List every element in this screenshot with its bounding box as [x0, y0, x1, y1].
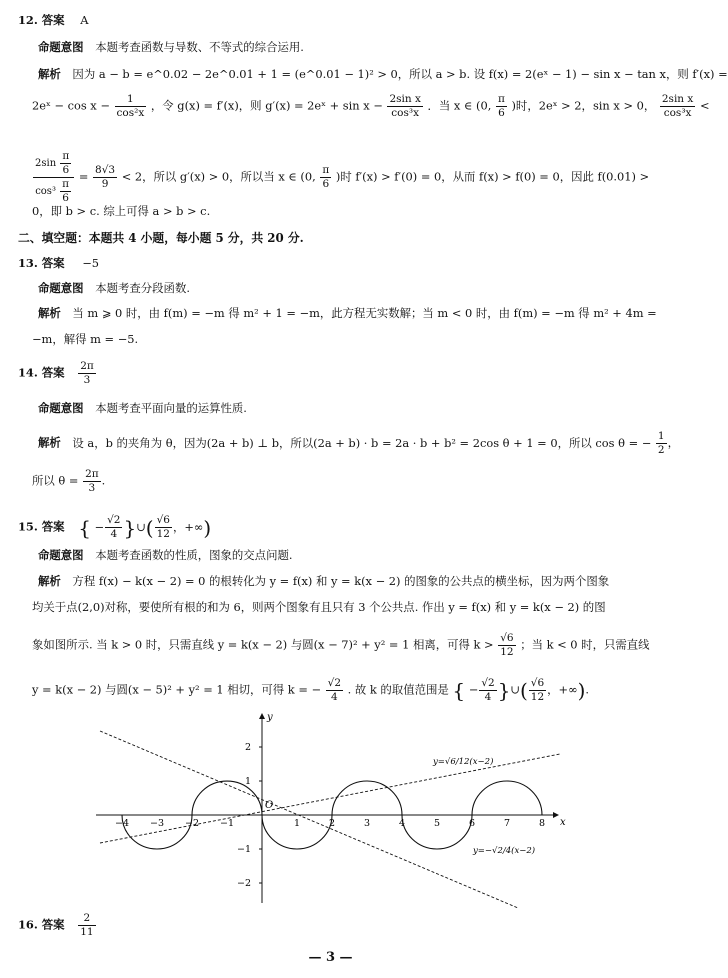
x-tick: 4: [398, 818, 406, 829]
fraction: $\frac{\text{2sin x}}{\text{cos³x}}$: [389, 93, 421, 119]
q13-answer: −5: [82, 256, 99, 270]
q15-answer: { − $\frac{√2}{4}$ }∪( $\frac{√6}{12}$ ，+∞): [78, 514, 212, 540]
section-title: 二、填空题：本题共 4 小题，每小题 5 分，共 20 分.: [18, 231, 304, 245]
q15-answer-line: 15. 答案 { − $\frac{√2}{4}$ }∪( $\frac{√6}{12}$ ，+∞): [18, 514, 212, 540]
line-pos-label: y=√6/12(x−2): [433, 757, 494, 767]
q15-intent: 命题意图 本题考查函数的性质，图象的交点问题.: [38, 548, 293, 562]
q12-answer-line: [18, 12, 661, 28]
q14-analysis-line1: 解析 设 a，b 的夹角为 θ，因为(2a + b) ⊥ b，所以(2a + b) · b = 2a · b + b² = 2cos θ + 1 = 0，所以 cos θ = − $\frac{1}{2}$ ，: [38, 430, 680, 456]
fraction: $\frac{√6}{12}$: [500, 632, 514, 658]
q12-intent: 命题意图 本题考查函数与导数、不等式的综合运用.: [38, 40, 304, 54]
x-tick: −3: [149, 818, 165, 829]
x-tick: −4: [114, 818, 130, 829]
fraction: $\frac{\text{2sin x}}{\text{cos³x}}$: [661, 93, 694, 119]
q14-answer: $\frac{2\pi}{3}$: [80, 360, 94, 386]
origin-label: O: [265, 800, 274, 811]
q13-answer-line: 13. 答案 −5: [18, 256, 99, 270]
fraction: 2sin $\frac{\pi}{6}$ cos³ $\frac{\pi}{6}$: [33, 150, 74, 205]
q12-number: 12. 答案: [18, 13, 65, 27]
line-positive-slope: [100, 754, 560, 843]
fraction: $\frac{1}{2}$: [657, 430, 665, 456]
q12-analysis-line3: 2sin $\frac{\pi}{6}$ cos³ $\frac{\pi}{6}$ = $\frac{8√3}{9}$ < 2，所以 g′(x) > 0，所以当 x ∈ (0, $\frac{\pi}{6}$ )时 f′(x) > f′(0) = 0，从而 f(x) > f(0) = 0，因此 f(0.01) >: [35, 150, 650, 204]
y-axis-label: y: [267, 712, 273, 723]
q15-analysis-line4: y = k(x − 2) 与圆(x − 5)² + y² = 1 相切，可得 k = − $\frac{√2}{4}$ . 故 k 的取值范围是 { − $\frac{√2}{4}$ }∪( $\frac{√6}{12}$ ，+∞).: [32, 677, 590, 703]
page-number: — 3 —: [308, 950, 353, 965]
x-tick: 7: [503, 818, 511, 829]
function-graph: [88, 708, 578, 908]
fraction: $\frac{\pi}{6}$: [497, 93, 505, 119]
q12-analysis-line2: 2eˣ − cos x − $\frac{1}{\text{cos²x}}$ ，令 g(x) = f′(x)，则 g′(x) = 2eˣ + sin x − $\frac{\text{2sin x}}{\text{cos³x}}$ ．当 x ∈ (0, $\frac{\pi}{6}$ )时，2eˣ > 2，sin x > 0， $\frac{\text{2sin x}}{\text{cos³x}}$ <: [32, 93, 710, 119]
q15-analysis-line3: 象如图所示. 当 k > 0 时，只需直线 y = k(x − 2) 与圆(x − 7)² + y² = 1 相离，可得 k > $\frac{√6}{12}$ ；当 k < 0 时，只需直线: [32, 632, 650, 658]
q12-answer: A: [80, 13, 89, 27]
x-tick: 2: [328, 818, 336, 829]
y-tick: 1: [244, 776, 251, 787]
q15-analysis-line2: 均关于点(2,0)对称，要使所有根的和为 6，则两个图象有且只有 3 个公共点. 作出 y = f(x) 和 y = k(x − 2) 的图: [32, 600, 606, 614]
q13-analysis-line2: −m，解得 m = −5.: [32, 332, 139, 346]
x-tick: −1: [219, 818, 235, 829]
q13-intent: 命题意图 本题考查分段函数.: [38, 281, 190, 295]
x-tick: −2: [184, 818, 200, 829]
line-neg-label: y=−√2/4(x−2): [473, 846, 536, 856]
q13-analysis-line1: 解析 当 m ⩾ 0 时，由 f(m) = −m 得 m² + 1 = −m，此方程无实数解；当 m < 0 时，由 f(m) = −m 得 m² + 4m =: [38, 306, 657, 320]
x-axis-label: x: [560, 817, 566, 828]
x-tick: 6: [468, 818, 476, 829]
y-tick: −1: [236, 844, 251, 855]
x-tick: 5: [433, 818, 441, 829]
x-tick: 3: [363, 818, 371, 829]
q14-answer-line: 14. 答案 $\frac{2\pi}{3}$: [18, 360, 94, 386]
q12-analysis-line4: 0，即 b > c. 综上可得 a > b > c.: [32, 204, 211, 218]
fraction: $\frac{√2}{4}$: [327, 677, 342, 703]
x-tick: 1: [293, 818, 301, 829]
fraction: $\frac{8√3}{9}$: [95, 164, 116, 190]
q12-analysis-line1: 解析 因为 a − b = e^0.02 − 2e^0.01 + 1 = (e^0.01 − 1)² > 0，所以 a > b. 设 f(x) = 2(eˣ − 1) − sin x − tan x，则 f′(x) =: [38, 67, 728, 81]
x-tick: 8: [538, 818, 546, 829]
q15-analysis-line1: 解析 方程 f(x) − k(x − 2) = 0 的根转化为 y = f(x) 和 y = k(x − 2) 的图象的公共点的横坐标，因为两个图象: [38, 574, 610, 588]
q16-answer-line: 16. 答案 $\frac{2}{11}$: [18, 912, 94, 938]
fraction: $\frac{2\pi}{3}$: [85, 468, 99, 494]
y-tick: −2: [236, 878, 251, 889]
y-tick: 2: [244, 742, 251, 753]
q14-analysis-line2: 所以 θ = $\frac{2\pi}{3}$ .: [32, 468, 106, 494]
q14-intent: 命题意图 本题考查平面向量的运算性质.: [38, 401, 247, 415]
q16-answer: $\frac{2}{11}$: [80, 912, 94, 938]
fraction: $\frac{1}{\text{cos²x}}$: [116, 93, 145, 119]
fraction: $\frac{\pi}{6}$: [322, 164, 330, 190]
